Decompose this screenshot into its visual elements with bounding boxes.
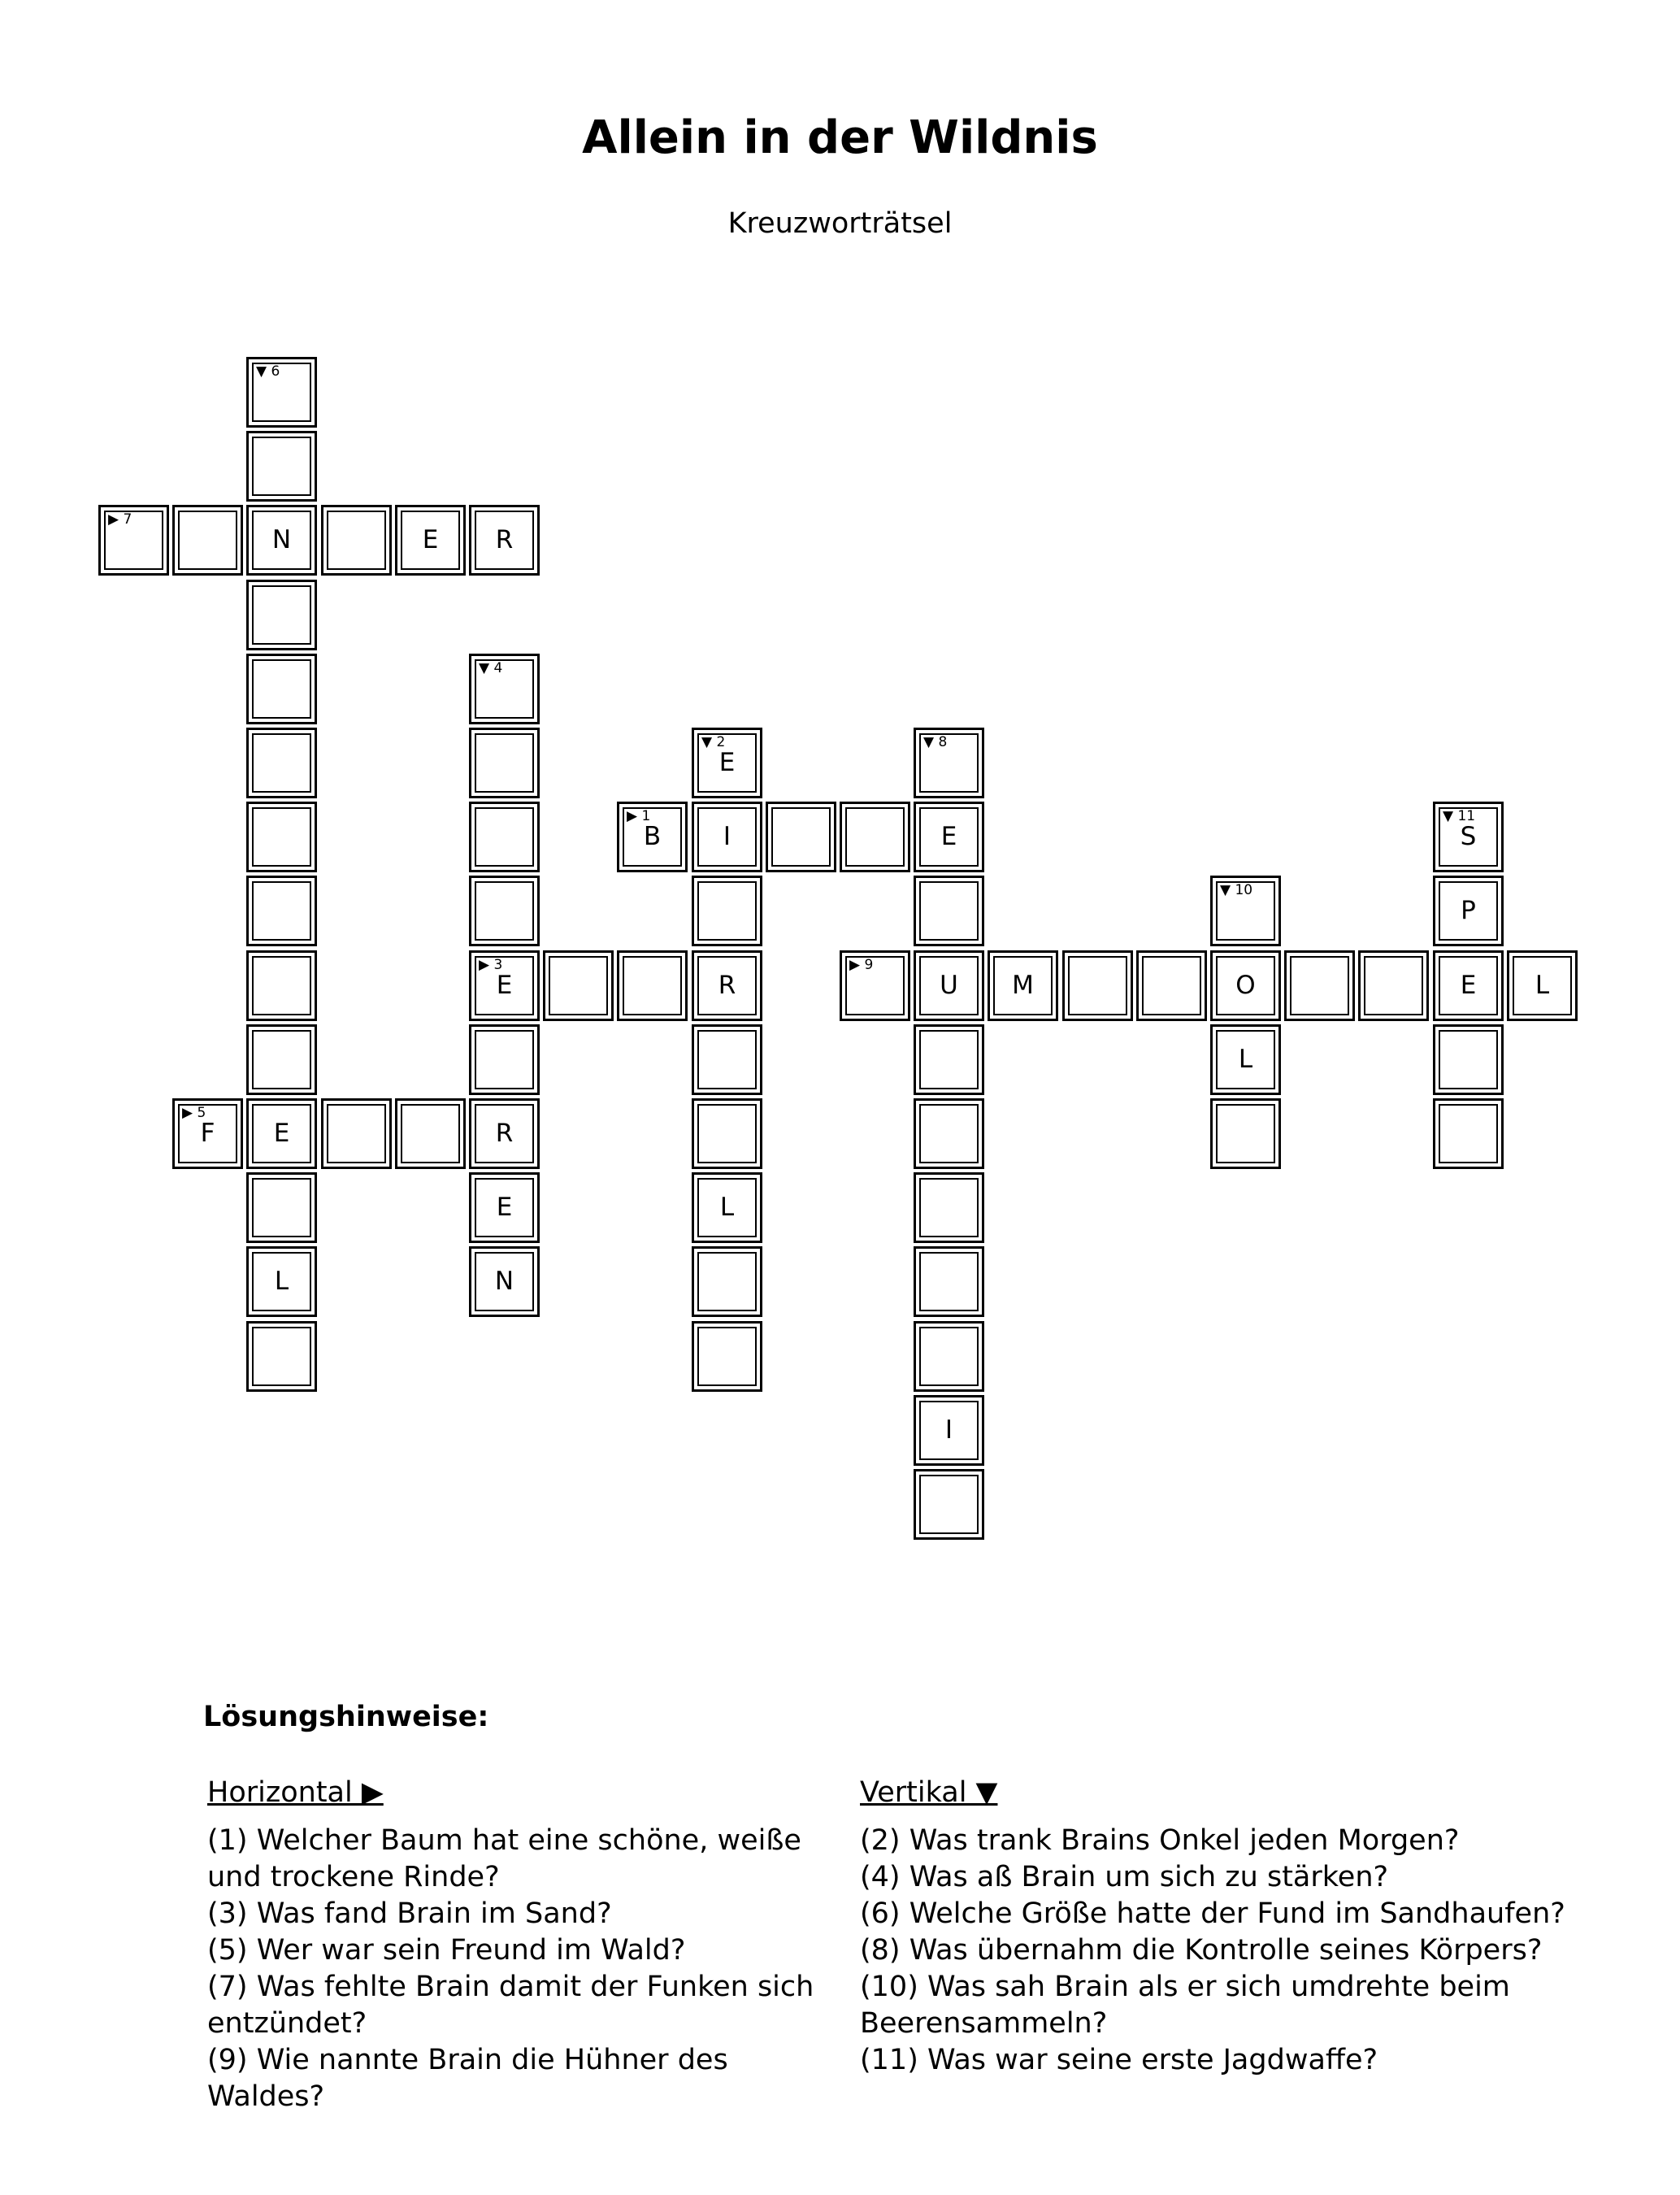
grid-cell[interactable] — [246, 1172, 317, 1243]
grid-cell[interactable] — [1136, 950, 1207, 1021]
grid-cell[interactable] — [692, 950, 762, 1021]
cell-letter: M — [1012, 971, 1034, 1000]
grid-cell[interactable] — [469, 654, 540, 724]
grid-cell[interactable] — [469, 1024, 540, 1095]
grid-cell[interactable] — [692, 802, 762, 872]
cell-letter: N — [271, 525, 292, 554]
cell-letter: E — [496, 971, 513, 1000]
grid-cell[interactable] — [172, 1098, 243, 1169]
grid-cell[interactable] — [766, 802, 836, 872]
cell-letter: L — [1238, 1045, 1253, 1074]
clues-across-column — [207, 1775, 849, 2115]
clue-number: ▶ 5 — [182, 1105, 206, 1121]
grid-cell[interactable] — [469, 876, 540, 946]
grid-cell[interactable] — [246, 1024, 317, 1095]
grid-cell[interactable] — [246, 1321, 317, 1392]
grid-cell[interactable] — [469, 505, 540, 576]
grid-cell[interactable] — [246, 357, 317, 428]
grid-cell[interactable] — [1433, 802, 1504, 872]
grid-cell[interactable] — [246, 1098, 317, 1169]
grid-cell[interactable] — [469, 1172, 540, 1243]
grid-cell[interactable] — [246, 580, 317, 650]
grid-cell[interactable] — [1062, 950, 1133, 1021]
grid-cell[interactable] — [246, 876, 317, 946]
grid-cell[interactable] — [469, 950, 540, 1021]
grid-cell[interactable] — [692, 1098, 762, 1169]
grid-cell[interactable] — [692, 876, 762, 946]
grid-cell[interactable] — [692, 1024, 762, 1095]
clue-number: ▶ 3 — [479, 957, 503, 973]
cell-letter: U — [940, 971, 958, 1000]
grid-cell[interactable] — [840, 802, 910, 872]
grid-cell[interactable] — [914, 1469, 984, 1540]
grid-cell[interactable] — [469, 728, 540, 798]
grid-cell[interactable] — [246, 802, 317, 872]
clue-across-9: (9) Wie nannte Brain die Hühner des Waldes? — [207, 2044, 728, 2113]
clue-number: ▶ 7 — [108, 511, 132, 528]
grid-cell[interactable] — [914, 728, 984, 798]
grid-cell[interactable] — [321, 1098, 392, 1169]
clues-heading: Lösungshinweise: — [203, 1701, 489, 1733]
clue-down-6: (6) Welche Größe hatte der Fund im Sandhaufen? — [860, 1897, 1565, 1930]
grid-cell[interactable] — [692, 1321, 762, 1392]
grid-cell[interactable] — [172, 505, 243, 576]
cell-letter: E — [940, 822, 957, 851]
clues-down-column — [860, 1775, 1575, 2079]
grid-cell[interactable] — [914, 1246, 984, 1317]
cell-letter: E — [422, 525, 439, 554]
grid-cell[interactable] — [1358, 950, 1429, 1021]
clue-down-4: (4) Was aß Brain um sich zu stärken? — [860, 1861, 1389, 1893]
grid-cell[interactable] — [1507, 950, 1578, 1021]
clue-number: ▶ 1 — [627, 808, 651, 824]
grid-cell[interactable] — [1210, 1098, 1281, 1169]
clue-number: ▼ 10 — [1220, 882, 1253, 898]
cell-letter: E — [1460, 971, 1477, 1000]
grid-cell[interactable] — [469, 1246, 540, 1317]
grid-cell[interactable] — [395, 1098, 466, 1169]
grid-cell[interactable] — [246, 431, 317, 502]
grid-cell[interactable] — [914, 1172, 984, 1243]
cell-letter: R — [495, 1119, 514, 1148]
clue-across-7: (7) Was fehlte Brain damit der Funken sich entzündet? — [207, 1971, 814, 2040]
grid-cell[interactable] — [617, 802, 688, 872]
grid-cell[interactable] — [914, 950, 984, 1021]
cell-letter: O — [1235, 971, 1256, 1000]
clue-across-3: (3) Was fand Brain im Sand? — [207, 1897, 612, 1930]
cell-letter: L — [719, 1193, 735, 1222]
grid-cell[interactable] — [914, 1024, 984, 1095]
clue-down-10: (10) Was sah Brain als er sich umdrehte beim Beerensammeln? — [860, 1971, 1510, 2040]
grid-cell[interactable] — [1433, 1024, 1504, 1095]
grid-cell[interactable] — [692, 1246, 762, 1317]
cell-letter: B — [643, 822, 662, 851]
clue-down-2: (2) Was trank Brains Onkel jeden Morgen? — [860, 1824, 1460, 1857]
clue-down-8: (8) Was übernahm die Kontrolle seines Körpers? — [860, 1934, 1543, 1967]
grid-cell[interactable] — [246, 950, 317, 1021]
clue-number: ▼ 11 — [1443, 808, 1476, 824]
grid-cell[interactable] — [1210, 876, 1281, 946]
grid-cell[interactable] — [914, 802, 984, 872]
cell-letter: L — [1535, 971, 1550, 1000]
cell-letter: I — [723, 822, 731, 851]
cell-letter: E — [273, 1119, 290, 1148]
cell-letter: F — [200, 1119, 215, 1148]
grid-cell[interactable] — [246, 1246, 317, 1317]
clues-across-heading: Horizontal ▶ — [207, 1776, 384, 1809]
grid-cell[interactable] — [988, 950, 1058, 1021]
cell-letter: S — [1460, 822, 1477, 851]
clue-number: ▼ 4 — [479, 660, 503, 676]
grid-cell[interactable] — [1210, 1024, 1281, 1095]
grid-cell[interactable] — [246, 654, 317, 724]
grid-cell[interactable] — [469, 1098, 540, 1169]
grid-cell[interactable] — [914, 1098, 984, 1169]
grid-cell[interactable] — [543, 950, 614, 1021]
grid-cell[interactable] — [914, 1395, 984, 1466]
grid-cell[interactable] — [617, 950, 688, 1021]
grid-cell[interactable] — [692, 728, 762, 798]
clue-across-1: (1) Welcher Baum hat eine schöne, weiße und trockene Rinde? — [207, 1824, 801, 1893]
cell-letter: N — [494, 1267, 514, 1296]
page-title: Allein in der Wildnis — [582, 111, 1098, 164]
grid-cell[interactable] — [840, 950, 910, 1021]
cell-letter: R — [718, 971, 736, 1000]
clue-number: ▼ 6 — [256, 363, 280, 380]
grid-cell[interactable] — [246, 505, 317, 576]
grid-cell[interactable] — [395, 505, 466, 576]
grid-cell[interactable] — [1433, 1098, 1504, 1169]
grid-cell[interactable] — [914, 1321, 984, 1392]
grid-cell[interactable] — [1284, 950, 1355, 1021]
grid-cell[interactable] — [914, 876, 984, 946]
clue-number: ▼ 2 — [701, 734, 726, 750]
grid-cell[interactable] — [1433, 876, 1504, 946]
cell-letter: L — [274, 1267, 289, 1296]
cell-letter: P — [1461, 896, 1476, 925]
clues-down-heading: Vertikal ▼ — [860, 1776, 998, 1809]
grid-cell[interactable] — [321, 505, 392, 576]
grid-cell[interactable] — [469, 802, 540, 872]
grid-cell[interactable] — [692, 1172, 762, 1243]
clue-number: ▶ 9 — [849, 957, 874, 973]
page-subtitle: Kreuzworträtsel — [727, 207, 953, 240]
grid-cell[interactable] — [246, 728, 317, 798]
clue-across-5: (5) Wer war sein Freund im Wald? — [207, 1934, 686, 1967]
cell-letter: E — [496, 1193, 513, 1222]
cell-letter: E — [718, 748, 736, 777]
cell-letter: R — [495, 525, 514, 554]
grid-cell[interactable] — [1433, 950, 1504, 1021]
clue-down-11: (11) Was war seine erste Jagdwaffe? — [860, 2044, 1378, 2076]
grid-cell[interactable] — [1210, 950, 1281, 1021]
cell-letter: I — [944, 1415, 953, 1445]
grid-cell[interactable] — [98, 505, 169, 576]
clue-number: ▼ 8 — [923, 734, 948, 750]
